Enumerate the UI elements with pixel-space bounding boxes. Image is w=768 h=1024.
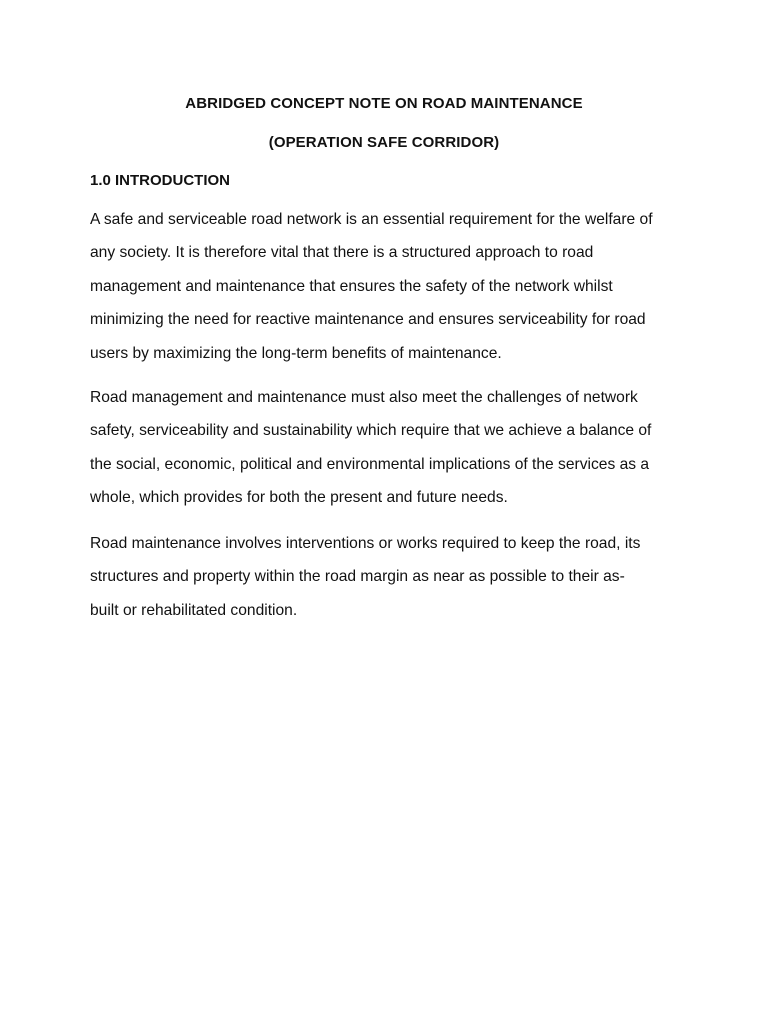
paragraph-line: management and maintenance that ensures the safety of the network whilst (90, 277, 613, 295)
paragraph-line: structures and property within the road margin as near as possible to their as- (90, 568, 625, 586)
paragraph-introduction-1 (90, 203, 690, 370)
paragraph-line: the social, economic, political and environmental implications of the services as a (90, 455, 650, 473)
paragraph-line: A safe and serviceable road network is an essential requirement for the welfare of (90, 211, 653, 228)
document-title: ABRIDGED CONCEPT NOTE ON ROAD MAINTENANCE (185, 95, 583, 112)
paragraph-line: built or rehabilitated condition. (90, 601, 298, 619)
paragraph-line: minimizing the need for reactive maintenance and ensures serviceability for road (90, 311, 646, 329)
paragraph-introduction-2 (90, 381, 690, 515)
paragraph-line: whole, which provides for both the present and future needs. (90, 489, 508, 507)
paragraph-line: Road management and maintenance must also meet the challenges of network (90, 389, 638, 406)
paragraph-line: users by maximizing the long-term benefits of maintenance. (90, 344, 502, 362)
document-subtitle: (OPERATION SAFE CORRIDOR) (268, 134, 500, 151)
paragraph-line: safety, serviceability and sustainability which require that we achieve a balance of (90, 422, 652, 440)
paragraph-line: any society. It is therefore vital that there is a structured approach to road (90, 244, 594, 262)
section-heading: 1.0 INTRODUCTION (90, 172, 231, 189)
paragraph-introduction-3 (90, 527, 690, 627)
paragraph-line: Road maintenance involves interventions or works required to keep the road, its (90, 535, 641, 552)
